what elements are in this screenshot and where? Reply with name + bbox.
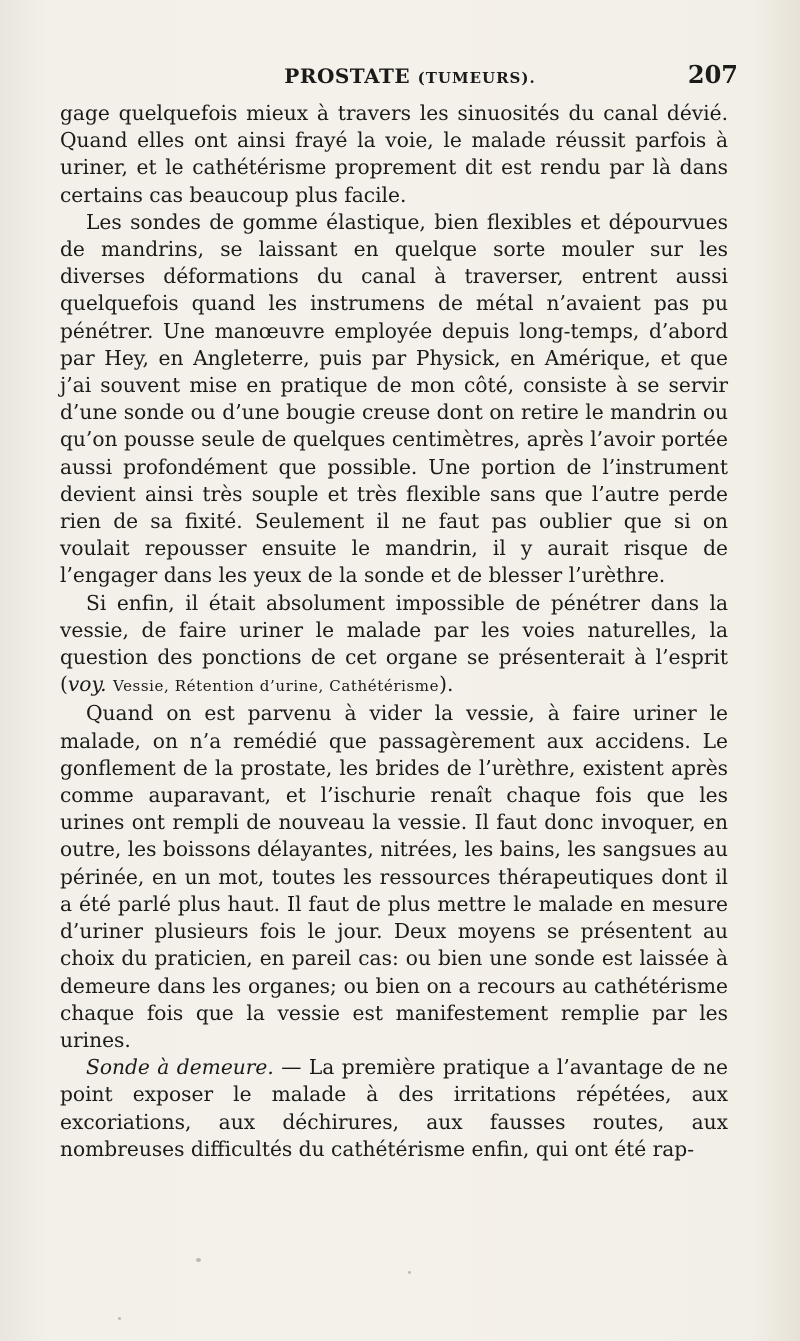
body-text	[60, 100, 728, 1163]
running-title-subtitle: (TUMEURS).	[417, 69, 536, 87]
paper-speck	[408, 1271, 411, 1274]
section-lead-sonde-a-demeure: Sonde à demeure.	[86, 1055, 274, 1080]
paragraph-3-close: ).	[439, 672, 454, 697]
paper-speck	[118, 1317, 121, 1320]
paragraph-5-text: — La première pratique a l’avantage de ne point exposer le malade à des irritations répétées, aux excoriations, aux déchirures, aux fausses routes, aux nombreuses difficultés du cathétérisme enfin, qui ont été rap-	[60, 1055, 728, 1161]
paragraph-4: Quand on est parvenu à vider la vessie, à faire uriner le malade, on n’a remédié que passagèrement aux accidens. Le gonflement de la prostate, les brides de l’urèthre, existent après comme auparavant, et l’ischurie renaît chaque fois que les urines ont rempli de nouveau la vessie. Il faut donc invoquer, en outre, les boissons délayantes, nitrées, les bains, les sangsues au périnée, en un mot, toutes les ressources thérapeutiques dont il a été parlé plus haut. Il faut de plus mettre le malade en mesure d’uriner plusieurs fois le jour. Deux moyens se présentent au choix du praticien, en pareil cas: ou bien une sonde est laissée à demeure dans les organes; ou bien on a recours au cathétérisme chaque fois que la vessie est manifestement remplie par les urines.	[60, 701, 728, 1052]
paragraph-3	[60, 590, 728, 701]
paragraph-1: gage quelquefois mieux à travers les sinuosités du canal dévié. Quand elles ont ainsi frayé la voie, le malade réussit parfois à uriner, et le cathétérisme proprement dit est rendu par là dans certains cas beaucoup plus facile.	[60, 101, 728, 207]
voy-abbreviation: voy.	[67, 672, 107, 697]
page-number: 207	[687, 60, 738, 89]
paragraph-2: Les sondes de gomme élastique, bien flexibles et dépourvues de mandrins, se laissant en quelque sorte mouler sur les diverses déformations du canal à traverser, entrent aussi quelquefois quand les instrumens de métal n’avaient pas pu pénétrer. Une manœuvre employée depuis long-temps, d’abord par Hey, en Angleterre, puis par Physick, en Amérique, et que j’ai souvent mise en pratique de mon côté, consiste à se servir d’une sonde ou d’une bougie creuse dont on retire le mandrin ou qu’on pousse seule de quelques centimètres, après l’avoir portée aussi profondément que possible. Une portion de l’instrument devient ainsi très souple et très flexible sans que l’autre perde rien de sa fixité. Seulement il ne faut pas oublier que si on voulait repousser ensuite le mandrin, il y aurait risque de l’engager dans les yeux de la sonde et de blesser l’urèthre.	[60, 209, 728, 588]
running-title	[60, 64, 740, 88]
running-title-main: PROSTATE	[284, 64, 411, 88]
paper-speck	[196, 1258, 201, 1262]
paragraph-3-text: Si enfin, il était absolument impossible de pénétrer dans la vessie, de faire uriner le malade par les voies naturelles, la question des ponctions de cet organe se présenterait à l’esprit (	[60, 590, 728, 697]
cross-references: Vessie, Rétention d’urine, Cathétérisme	[113, 677, 440, 696]
page-header	[60, 58, 740, 92]
paragraph-5	[60, 1054, 728, 1163]
